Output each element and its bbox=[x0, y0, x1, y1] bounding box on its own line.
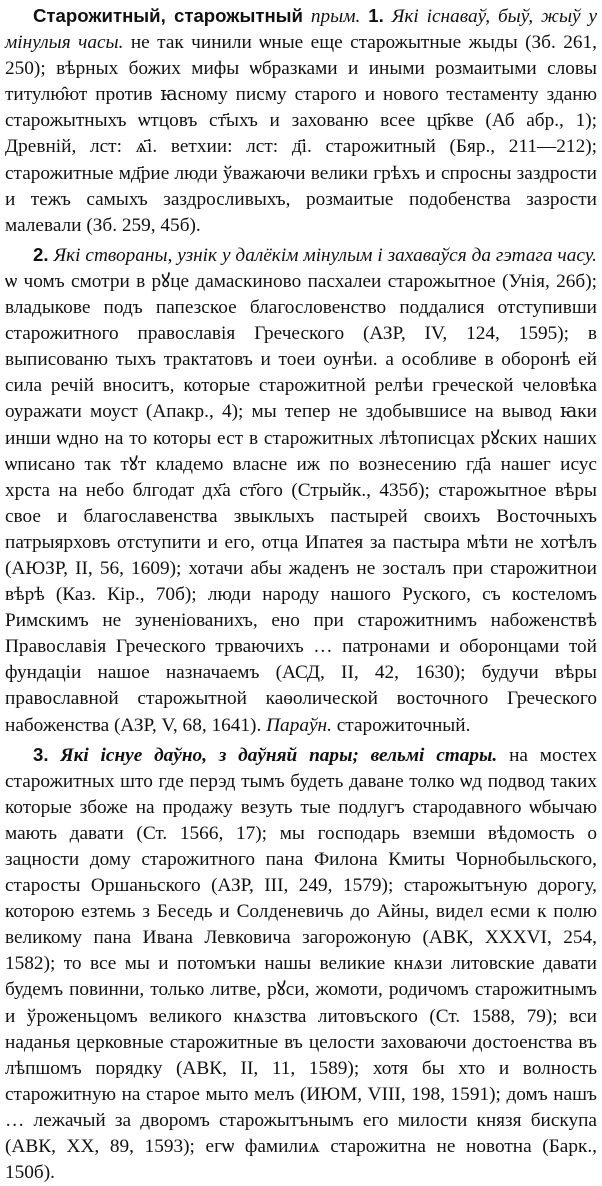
sense-1-paragraph bbox=[5, 3, 597, 239]
sense-3-definition: Які існуе даўно, з даўняй пары; вельмі стары. bbox=[60, 744, 498, 766]
sense-2-number: 2. bbox=[33, 243, 49, 265]
sense-1-number: 1. bbox=[368, 5, 384, 26]
headword: Старожитный, старожытный bbox=[33, 5, 303, 26]
sense-2-definition: Які створаны, узнік у далёкім мінулым і захаваўся да гэтага часу. bbox=[53, 244, 597, 266]
sense-2-citations: ѡ чомъ смотри в рꙋце дамаскиново пасхалеи старожытное (Унія, 26б); владыкове подъ папезское благословенство поддалися отступивши старожитного православія Греческого (АЗР, IV, 124, 1595); в выписованю тыхъ трактатовъ и тоеи оунѣи. а особливе в оборонѣ ей сила речій вноситъ, которые старожитной релѣи греческой человѣка оуражати моуст (Апакр., 4); мы тепер не здобывшисе на вывод ꙗки инши ѡдно на то которы ест в старожитных лѣтописцах рꙋских наших ѡписано так тꙋт кладемо власне иж по вознесению гд҃а нашег исус хрста на небо блгодат дх҃а ст҃ого (Стрыйк., 435б); старожытное вѣры свое и благославенства звыклыхъ пастырей своихъ Восточныхъ патрыярховъ отступити и его, отца Ипатея за пастыра мѣти не хотѣлъ (АЮЗР, II, 56, 1609); хотачи абы жаденъ не зосталъ при старожитнои вѣрѣ (Каз. Кір., 70б); люди народу нашого Руского, съ костеломъ Римскимъ не зуненіованихъ, ено при старожитнимъ набоженствѣ Православія Греческого трваючихъ … патронами и оборонцами той фундаціи нашое назначаемъ (АСД, II, 42, 1630); будучи вѣры православной старожытной каѳолической восточного Греческого набоженства (АЗР, V, 68, 1641). bbox=[5, 270, 597, 736]
sense-3-paragraph bbox=[5, 742, 597, 1186]
part-of-speech: прым. bbox=[310, 6, 361, 27]
sense-1-definition: Які існаваў, быў, жыў у мінулыя часы. bbox=[5, 6, 598, 54]
sense-3-number: 3. bbox=[33, 743, 49, 765]
sense-3-citations: на мостех старожитных што где перэд тымъ будеть даване толко ѡд подвод таких которые збоже на продажу везуть тые подлугъ стародавного ѡбычаю мають давати (Ст. 1566, 17); мы господарь вземши вѣдомость о зацности дому старожитного пана Филона Кмиты Чорнобыльского, старосты Оршаньского (АЗР, III, 249, 1579); старожытъную дорогу, которою езтемь з Беседь и Солденевичь до Айны, видел есми к полю великому пана Ивана Левковича загорожоную (АВК, XXXVI, 254, 1582); то все мы и потомъки нашы великие кнѧзи литовские давати будемъ повинни, только литве, рꙋси, жомоти, родичомъ старожитнымъ и ўроженьцомъ великого кнѧзства литовъского (Ст. 1588, 79); вси наданья церковные старожитные въ целости заховаючи достоенства въ лѣпшомъ порядку (АВК, II, 11, 1589); хотя бы хто и волность старожитную на старое мыто мелъ (ИЮМ, VIII, 198, 1591); домъ нашъ … лежачый за дворомъ старожытънымъ его милости князя бискупа (АВК, XX, 89, 1593); егѡ фамилиѧ старожитна не новотна (Барк., 150б). bbox=[5, 744, 597, 1184]
sense-2-paragraph bbox=[5, 242, 597, 739]
sense-1-citations: не так чинили ѡные еще старожытные жыды (Зб. 261, 250); вѣрных божих мифы ѡбразками и иными розмаитыми словы титулю̂ют против ꙗсному писму старого и нового тестаменту зданю старожытныхъ ѡтцовъ ст҃ыхъ и захованю всее цр҃кве (Аб абр., 1); Древній, лст: ѧ҃і. ветхии: лст: д҃і. старожитный (Бяр., 211—212); старожитные мд҃рие люди ўважаючи велики грѣхъ и спросны заздрости и тежъ самыхъ заздросливыхъ, розмаитые подобенства зазрости малевали (Зб. 259, 45б). bbox=[5, 32, 597, 236]
cross-reference-label: Параўн. bbox=[266, 714, 332, 736]
cross-reference-word: старожиточный. bbox=[336, 714, 471, 736]
